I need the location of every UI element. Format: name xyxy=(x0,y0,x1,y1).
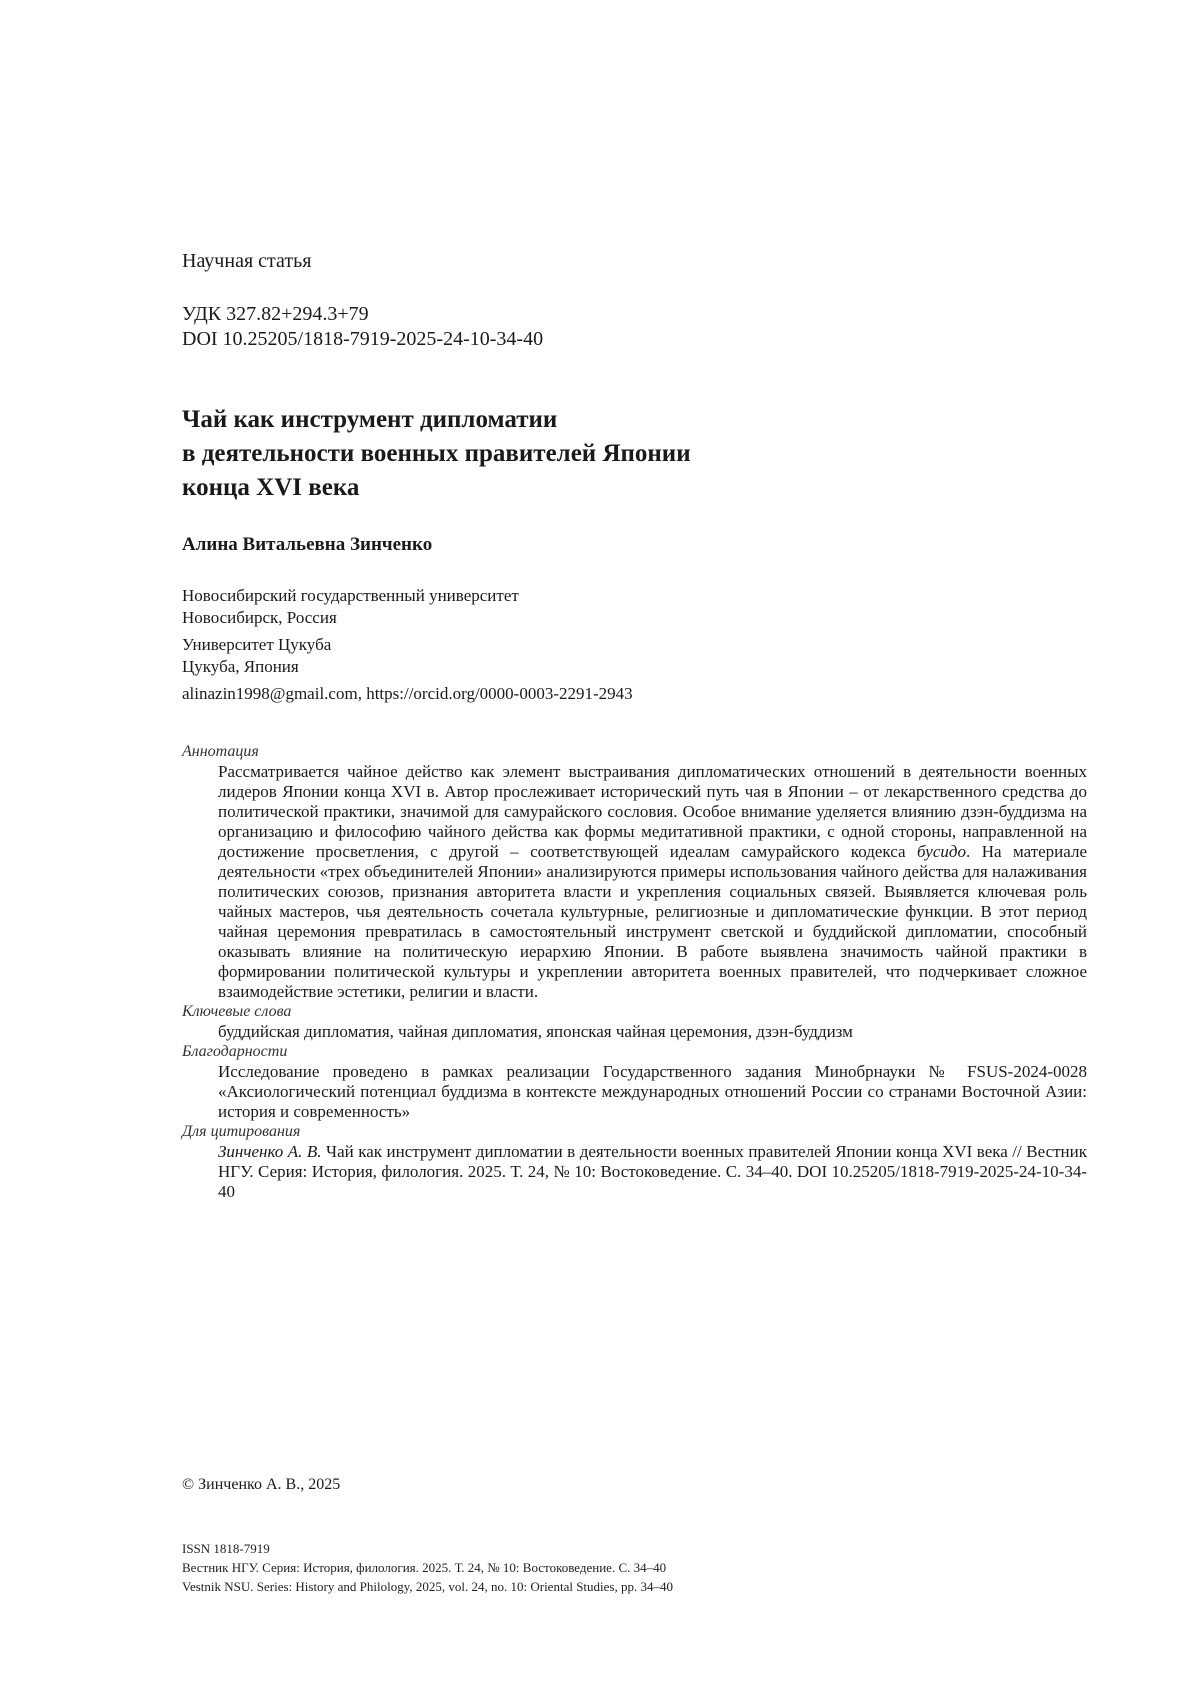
acknowledgements-text: Исследование проведено в рамках реализации Государственного задания Минобрнауки № FSUS-2024-0028 «Аксиологический потенциал буддизма в контексте международных отношений России со странами Восточной Азии: история и современность» xyxy=(218,1062,1087,1121)
article-meta xyxy=(182,742,1087,1202)
affiliation-org-2: Университет Цукуба xyxy=(182,635,332,654)
affiliation-city-1: Новосибирск, Россия xyxy=(182,608,337,627)
article-type: Научная статья xyxy=(182,250,312,272)
citation-label: Для цитирования xyxy=(182,1123,301,1140)
article-title xyxy=(182,403,882,505)
identifiers xyxy=(182,302,543,352)
udk-code: УДК 327.82+294.3+79 xyxy=(182,303,369,325)
abstract-label: Аннотация xyxy=(182,743,259,760)
title-line-1: Чай как инструмент дипломатии xyxy=(182,406,558,433)
affiliation-city-2: Цукуба, Япония xyxy=(182,657,299,676)
acknowledgements-label: Благодарности xyxy=(182,1043,288,1060)
copyright-notice: © Зинченко А. В., 2025 xyxy=(182,1476,341,1493)
journal-ref-ru: Вестник НГУ. Серия: История, филология. 2025. Т. 24, № 10: Востоковедение. С. 34–40 xyxy=(182,1560,667,1575)
affiliation-org-1: Новосибирский государственный университет xyxy=(182,586,519,605)
abstract-text: Рассматривается чайное действо как элемент выстраивания дипломатических отношений в деятельности военных лидеров Японии конца XVI в. Автор прослеживает исторический путь чая в Японии – от лекарственного средства до политической практики, значимой для самурайского сословия. Особое внимание уделяется влиянию дзэн-буддизма на организацию и философию чайного действа как формы медитативной практики, с одной стороны, направленной на достижение просветления, с другой – соответствующей идеалам самурайского кодекса бусидо. На материале деятельности «трех объединителей Японии» анализируются примеры использования чайного действа для налаживания политических союзов, признания авторитета власти и укрепления социальных связей. Выявляется ключевая роль чайных мастеров, чья деятельность сочетала культурные, религиозные и дипломатические функции. В этот период чайная церемония превратилась в самостоятельный инструмент светской и буддийской дипломатии, способный оказывать влияние на политическую иерархию Японии. В работе выявлена значимость чайной практики в формировании политической культуры и укреплении авторитета военных правителей, что подчеркивает сложное взаимодействие эстетики, религии и власти. xyxy=(218,762,1087,1001)
journal-ref-en: Vestnik NSU. Series: History and Philology, 2025, vol. 24, no. 10: Oriental Studies, pp. 34–40 xyxy=(182,1579,673,1594)
keywords-label: Ключевые слова xyxy=(182,1003,292,1020)
author-contact: alinazin1998@gmail.com, https://orcid.org/0000-0003-2291-2943 xyxy=(182,684,633,703)
issn: ISSN 1818-7919 xyxy=(182,1541,270,1556)
affiliations xyxy=(182,585,633,705)
keywords-text: буддийская дипломатия, чайная дипломатия, японская чайная церемония, дзэн-буддизм xyxy=(218,1022,853,1041)
doi: DOI 10.25205/1818-7919-2025-24-10-34-40 xyxy=(182,328,544,350)
author-name: Алина Витальевна Зинченко xyxy=(182,534,433,555)
title-line-2: в деятельности военных правителей Японии xyxy=(182,440,691,467)
journal-footer xyxy=(182,1539,673,1596)
citation-text: Зинченко А. В. Чай как инструмент дипломатии в деятельности военных правителей Японии конца XVI века // Вестник НГУ. Серия: История, филология. 2025. Т. 24, № 10: Востоковедение. С. 34–40. DOI 10.25205/1818-7919-2025-24-10-34-40 xyxy=(218,1142,1087,1201)
title-line-3: конца XVI века xyxy=(182,474,360,501)
